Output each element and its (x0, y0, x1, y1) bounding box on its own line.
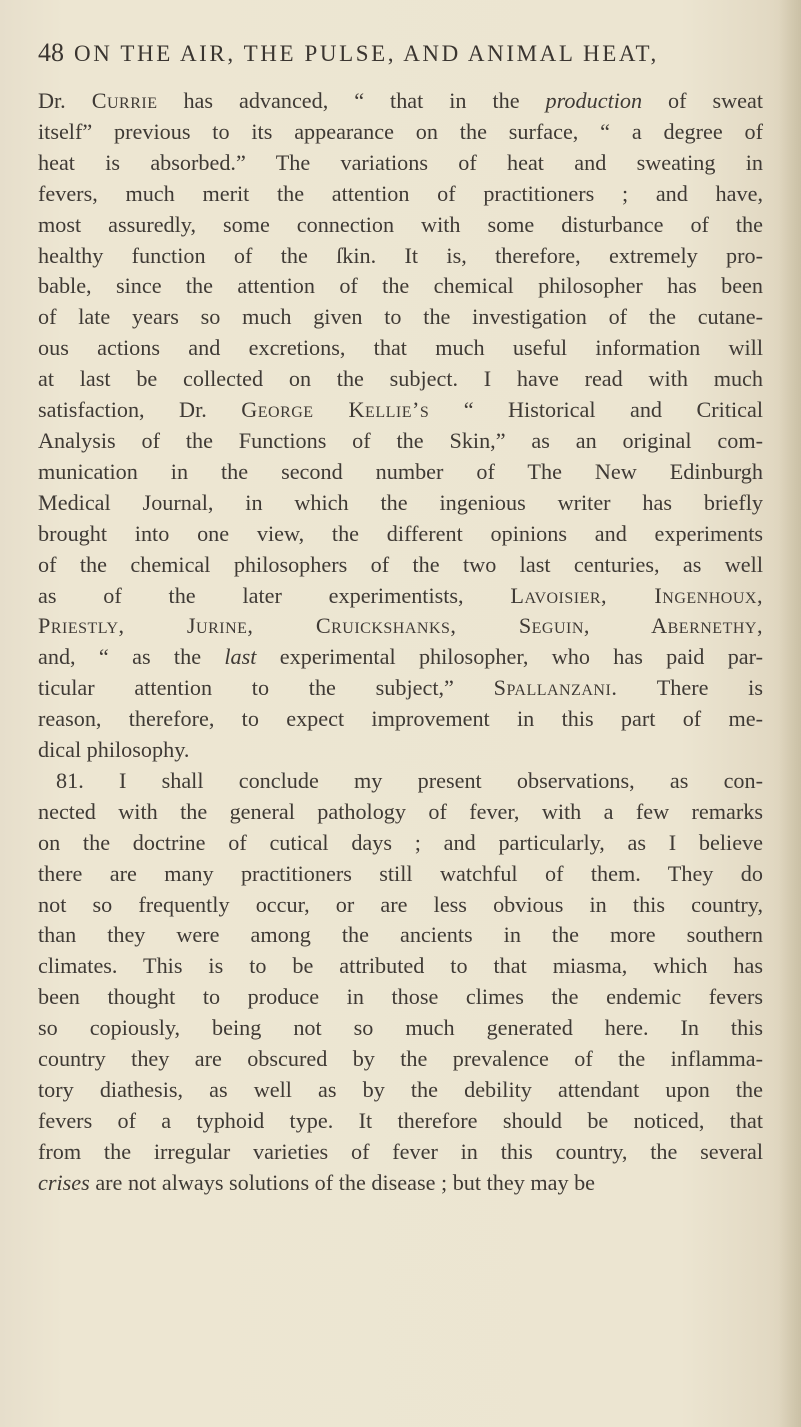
text-line (38, 210, 763, 241)
text-run: experimental philosopher, who has paid par- (256, 644, 763, 670)
text-run: from the irregular varieties of fever in this country, the several (38, 1138, 763, 1164)
text-run: reason, therefore, to expect improvement in this part of me- (38, 706, 763, 732)
text-line (38, 457, 763, 488)
italic-text: production (545, 88, 643, 113)
text-run: are not always solutions of the disease ; but they may be (89, 1169, 596, 1195)
text-line (38, 86, 763, 117)
text-line (38, 148, 763, 179)
text-run: There is (617, 675, 763, 701)
text-line (38, 333, 763, 364)
text-line (38, 581, 763, 612)
text-line (38, 488, 763, 519)
text-line (38, 890, 763, 921)
text-line (38, 302, 763, 333)
text-line (38, 982, 763, 1013)
text-run: country they are obscured by the prevalence of the inflamma- (38, 1046, 763, 1072)
text-run: as of the later experimentists, (38, 582, 511, 608)
page-number: 48 (38, 38, 64, 67)
small-caps-name: Currie (91, 88, 158, 113)
running-header (38, 38, 758, 68)
text-run: bable, since the attention of the chemical philosopher has been (38, 273, 763, 299)
text-line (38, 859, 763, 890)
text-run: at last be collected on the subject. I have read with much (38, 366, 763, 392)
text-run: of sweat (642, 88, 763, 113)
text-line (38, 364, 763, 395)
text-run: munication in the second number of The New Edinburgh (38, 458, 763, 484)
italic-text: crises (38, 1169, 90, 1195)
text-line (38, 426, 763, 457)
text-run: brought into one view, the different opinions and experiments (38, 520, 763, 546)
running-title: ON THE AIR, THE PULSE, AND ANIMAL HEAT, (74, 41, 659, 66)
text-run: healthy function of the ſkin. It is, therefore, extremely pro- (38, 242, 763, 268)
text-run: Analysis of the Functions of the Skin,” as an original com- (38, 427, 763, 453)
text-run: dical philosophy. (38, 737, 190, 763)
text-line (38, 519, 763, 550)
text-line (38, 395, 763, 426)
text-run: “ Historical and Critical (429, 397, 764, 423)
text-line (38, 1013, 763, 1044)
body-text (38, 86, 763, 1199)
text-run: climates. This is to be attributed to that miasma, which has (38, 953, 763, 979)
text-line (38, 1106, 763, 1137)
text-run: fevers of a typhoid type. It therefore should be noticed, that (38, 1107, 763, 1133)
text-run: heat is absorbed.” The variations of heat and sweating in (38, 149, 763, 175)
text-run: Dr. (38, 88, 92, 113)
text-line (38, 179, 763, 210)
text-run: and, “ as the (38, 644, 225, 670)
text-run: so copiously, being not so much generated here. In this (38, 1015, 763, 1041)
text-run: itself” previous to its appearance on the surface, “ a degree of (38, 118, 763, 144)
small-caps-name: Priestly, Jurine, Cruickshanks, Seguin, Abernethy, (38, 613, 763, 639)
text-line (38, 704, 763, 735)
text-run: most assuredly, some connection with some disturbance of the (38, 211, 763, 237)
italic-text: last (224, 644, 257, 670)
text-line (38, 828, 763, 859)
text-run: been thought to produce in those climes the endemic fevers (38, 984, 763, 1010)
text-run: than they were among the ancients in the more southern (38, 922, 763, 948)
text-run: fevers, much merit the attention of practitioners ; and have, (38, 180, 763, 206)
text-run: nected with the general pathology of fever, with a few remarks (38, 798, 763, 824)
text-line (38, 766, 763, 797)
text-run: 81. I shall conclude my present observations, as con- (56, 767, 763, 793)
text-line (38, 673, 763, 704)
text-line (38, 1168, 763, 1199)
text-run: on the doctrine of cutical days ; and particularly, as I believe (38, 829, 763, 855)
page-edge-shadow (779, 0, 801, 1427)
text-line (38, 951, 763, 982)
text-run: not so frequently occur, or are less obvious in this country, (38, 891, 763, 917)
text-run: of the chemical philosophers of the two last centuries, as well (38, 551, 763, 577)
text-run: ous actions and excretions, that much useful information will (38, 335, 763, 361)
text-line (38, 271, 763, 302)
text-run: satisfaction, Dr. (38, 397, 242, 423)
text-line (38, 550, 763, 581)
text-line (38, 611, 763, 642)
text-line (38, 117, 763, 148)
small-caps-name: Lavoisier, Ingenhoux, (510, 582, 763, 608)
small-caps-name: George Kellie’s (241, 397, 430, 423)
text-run: there are many practitioners still watchful of them. They do (38, 860, 763, 886)
text-line (38, 642, 763, 673)
text-run: ticular attention to the subject,” (38, 675, 494, 701)
text-run: tory diathesis, as well as by the debility attendant upon the (38, 1077, 763, 1102)
text-line (38, 735, 763, 766)
text-run: has advanced, “ that in the (157, 88, 546, 113)
text-line (38, 920, 763, 951)
small-caps-name: Spallanzani. (493, 675, 618, 701)
text-run: Medical Journal, in which the ingenious writer has briefly (38, 489, 763, 515)
text-line (38, 1137, 763, 1168)
text-line (38, 241, 763, 272)
text-run: of late years so much given to the investigation of the cutane- (38, 304, 763, 330)
text-line (38, 1075, 763, 1106)
text-line (38, 1044, 763, 1075)
text-line (38, 797, 763, 828)
